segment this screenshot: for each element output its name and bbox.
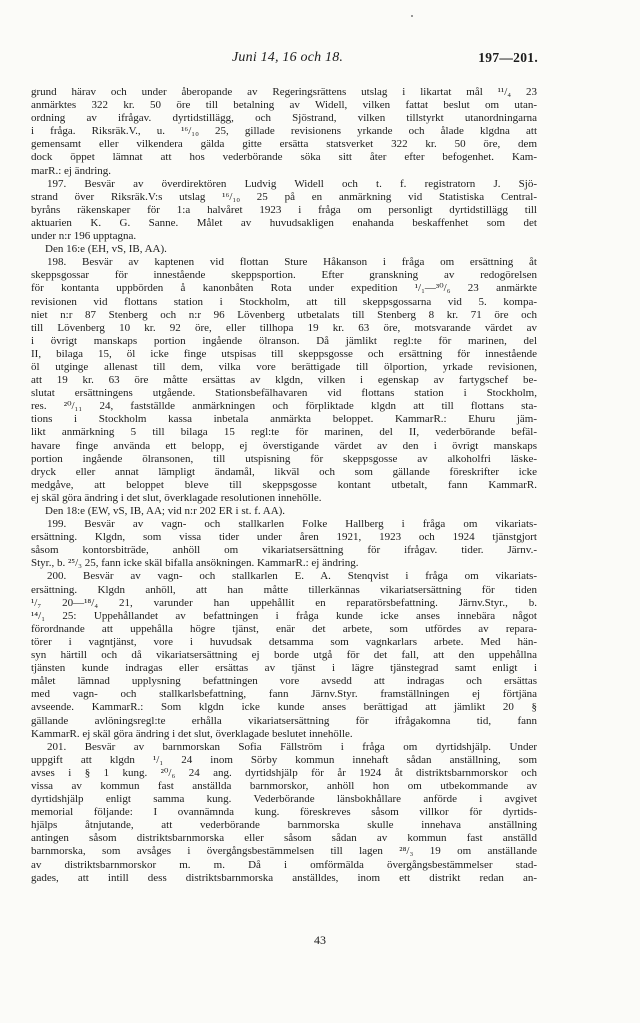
text-line: grund härav och under åberopande av Regeringsrättens utslag i likartat mål ¹¹/₄ 23 xyxy=(31,86,537,98)
text-line: 198. Besvär av kaptenen vid flottan Sture Håkanson i fråga om ersättning åt xyxy=(47,256,537,269)
running-header xyxy=(0,50,640,70)
text-line: förordnande att uppehålla högre tjänst, enär det arbete, som utfördes av repara- xyxy=(31,622,537,635)
text-line: att 19 kr. 63 öre måtte ersättas av klgdn, vilken i egenskap av fartygschef be- xyxy=(31,374,537,387)
text-line: i fråga. Riksräk.V., u. ¹⁶/₁₀ 25, gillade revisionens yrkande och ålade klgdna att xyxy=(31,125,537,138)
text-line: ordning av ifrågav. dyrtidstillägg, och Sjöstrand, vilken tillstyrkt utanordningarna xyxy=(31,112,537,125)
text-line: havare finge använda ett belopp, ej överstigande värdet av den i övrigt manskaps xyxy=(31,439,537,452)
text-line: res. ²⁰/₁₁ 24, fastställde anmärkningen och förpliktade klgdn att till flottans sta- xyxy=(31,400,537,413)
text-line: dock öppet lämnat att hos vederbörande söka sitt åter efter befogenhet. Kam- xyxy=(31,151,537,164)
text-line: revisionen vid flottans station i Stockholm, att till skeppsgossarna vid 5. kompa- xyxy=(31,295,537,308)
text-line: avses i § 1 kung. ²⁰/₆ 24 ang. dyrtidshjälp för år 1924 åt distriktsbarnmorskor och xyxy=(31,766,537,779)
text-line: dryck eller annat lämpligt ändamål, likväl och som gällande föreskrifter icke xyxy=(31,465,537,478)
text-line: portion ingående ölransonen, till utspisning för skeppsgosse av alkoholfri läske- xyxy=(31,452,537,465)
text-line: gällande avlöningsregl:te erhålla vikariatsersättning för ifrågakomna tid, fann xyxy=(31,714,537,727)
case-number-range: 197—201. xyxy=(478,50,538,65)
text-line: tjänsten kunde indragas eller ersättas av tjänst i lägre tjänstegrad samt enligt i xyxy=(31,662,537,675)
paper-speck xyxy=(411,15,413,17)
text-line: tions i Stockholm kassa inbetala anmärkta beloppet. KammarR.: Ehuru jäm- xyxy=(31,413,537,426)
text-line: gades, att intill dess distriktsbarnmorska anställdes, inom ett distrikt redan an- xyxy=(31,871,537,884)
text-line: hjälps åtnjutande, att vederbörande barnmorska skulle innehava anställning xyxy=(31,819,537,832)
text-line: likt anmärkning 5 till bilaga 15 regl:te för marinen, del II, vederbörande befäl- xyxy=(31,426,537,439)
text-line: under n:r 196 upptagna. xyxy=(31,230,137,243)
text-line: antingen såsom distriktsbarnmorska eller såsom sådan av kommun fast anställd xyxy=(31,832,537,845)
text-line: II, bilaga 15, öl icke finge utspisas till skeppsgosse och ersättning för innestående xyxy=(31,347,537,360)
text-line: för kontanta uppbörden å kanonbåten Rota under expedition ¹/₁—³⁰/₆ 23 anmärkte xyxy=(31,282,537,295)
text-line: KammarR. ej skäl göra ändring i det slut, överklagade beslutet innehölle. xyxy=(31,727,353,740)
text-line: 197. Besvär av överdirektören Ludvig Widell och t. f. registratorn J. Sjö- xyxy=(47,177,537,190)
text-line: niet n:r 87 Stenberg och n:r 96 Lövenberg utbetalats till Stenberg 8 kr. 71 öre och xyxy=(31,308,537,321)
text-line: ¹⁴/₁ 25: Uppehållandet av befattningen i fråga kunde icke anses innebära något xyxy=(31,609,537,622)
text-line: anmärktes 322 kr. 50 öre till betalning av Widell, vilken fattat beslut om utan- xyxy=(31,99,537,112)
text-line: uppgift att klgdn ¹/₁ 24 inom Sörby kommun innehaft sådan anställning, som xyxy=(31,753,537,766)
text-line: barnmorska, som avsåges i övergångsbestämmelsen till lagen ²⁸/₃ 19 om anställande xyxy=(31,845,537,858)
text-line: skeppsgossar för innestående skeppsportion. Efter granskning av redogörelsen xyxy=(31,269,537,282)
text-line: aktuarien K. G. Sanne. Målet av huvudsakligen enahanda beskaffenhet som det xyxy=(31,216,537,229)
page-number: 43 xyxy=(314,933,326,947)
text-line: byråns räkenskaper för 1:a halvåret 1923 i fråga om personligt dyrtidstillägg till xyxy=(31,203,537,216)
text-line: i övrigt manskaps portion ingående ölranson. Då jämlikt regl:te för marinen, del xyxy=(31,334,537,347)
text-line: 201. Besvär av barnmorskan Sofia Fällström i fråga om dyrtidshjälp. Under xyxy=(47,740,537,753)
text-line: avseende. KammarR.: Som klgdn icke kunde anses berättigad att jämlikt 20 § xyxy=(31,701,537,714)
date-heading: Den 16:e (EH, vS, IB, AA). xyxy=(45,243,167,256)
text-line: ej skäl göra ändring i det slut, överklagade resolutionen innehölle. xyxy=(31,491,322,504)
text-line: av distriktsbarnmorskor m. m. Då i omförmälda övergångsbestämmelser stad- xyxy=(31,858,537,871)
text-line: törer i vagntjänst, vore i huvudsak detsamma som vagnkarlars arbete. Med hän- xyxy=(31,635,537,648)
text-line: med vagn- och stallkarlsbefattning, fann Järnv.Styr. framställningen ej förtjäna xyxy=(31,688,537,701)
body-text xyxy=(31,86,537,885)
text-line: dyrtidshjälp enligt samma kung. Vederbörande länsbokhållare anförde i avgivet xyxy=(31,793,537,806)
text-line: 199. Besvär av vagn- och stallkarlen Folke Hallberg i fråga om vikariats- xyxy=(47,518,537,531)
text-line: såsom kontorsbiträde, anhöll om vikariatsersättning för ifrågav. tider. Järnv.- xyxy=(31,544,537,557)
text-line: marR.: ej ändring. xyxy=(31,164,112,177)
text-line: memorial följande: I ovannämnda kung. föreskreves såsom villkor för dyrtids- xyxy=(31,806,537,819)
text-line: strand över Riksräk.V:s utslag ¹⁶/₁₀ 25 på en anmärkning vid Statistiska Central- xyxy=(31,190,537,203)
text-line: ¹/₇ 20—¹⁸/₄ 21, varunder han uppehållit en reparatörsbefattning. Järnv.Styr., b. xyxy=(31,596,537,609)
text-line: slutat ersättningens utgående. Stationsbefälhavaren vid flottans station i Stockholm, xyxy=(31,387,537,400)
text-line: ersättning. Klgdn, som vissa tider under åren 1921, 1923 och 1924 tjänstgjort xyxy=(31,531,537,544)
running-title: Juni 14, 16 och 18. xyxy=(232,50,344,65)
text-line: gemensamt eller vilkendera gälda gitte ersätta statsverket 322 kr. 50 öre, dem xyxy=(31,138,537,151)
text-line: Styr., b. ²⁵/₃ 25, fann icke skäl bifalla ansökningen. KammarR.: ej ändring. xyxy=(31,557,359,570)
text-line: målet lämnad upplysning befattningen vore avsedd att indragas och ersättas xyxy=(31,675,537,688)
text-line: medgåve, att beloppet bleve till skeppsgosse kontant utbetalt, fann KammarR. xyxy=(31,478,537,491)
text-line: ersättning. Klgdn anhöll, att han måtte tillerkännas vikariatsersättning för tiden xyxy=(31,583,537,596)
text-line: 200. Besvär av vagn- och stallkarlen E. A. Stenqvist i fråga om vikariats- xyxy=(47,570,537,583)
text-line: öl utginge allenast till dem, vilka vore berättigade till ölportion, yrkade revisionen, xyxy=(31,360,537,373)
text-line: vissa av kommun fast anställda barnmorskor, anhöll hon om utbekommande av xyxy=(31,779,537,792)
text-line: till Lövenberg 10 kr. 92 öre, eller tillhopa 19 kr. 63 öre, motsvarande värdet av xyxy=(31,321,537,334)
date-heading: Den 18:e (EW, vS, IB, AA; vid n:r 202 ER i st. f. AA). xyxy=(45,505,286,517)
text-line: syn härtill och då vikariatsersättning ej borde utgå för det fall, att den uppehållna xyxy=(31,649,537,662)
